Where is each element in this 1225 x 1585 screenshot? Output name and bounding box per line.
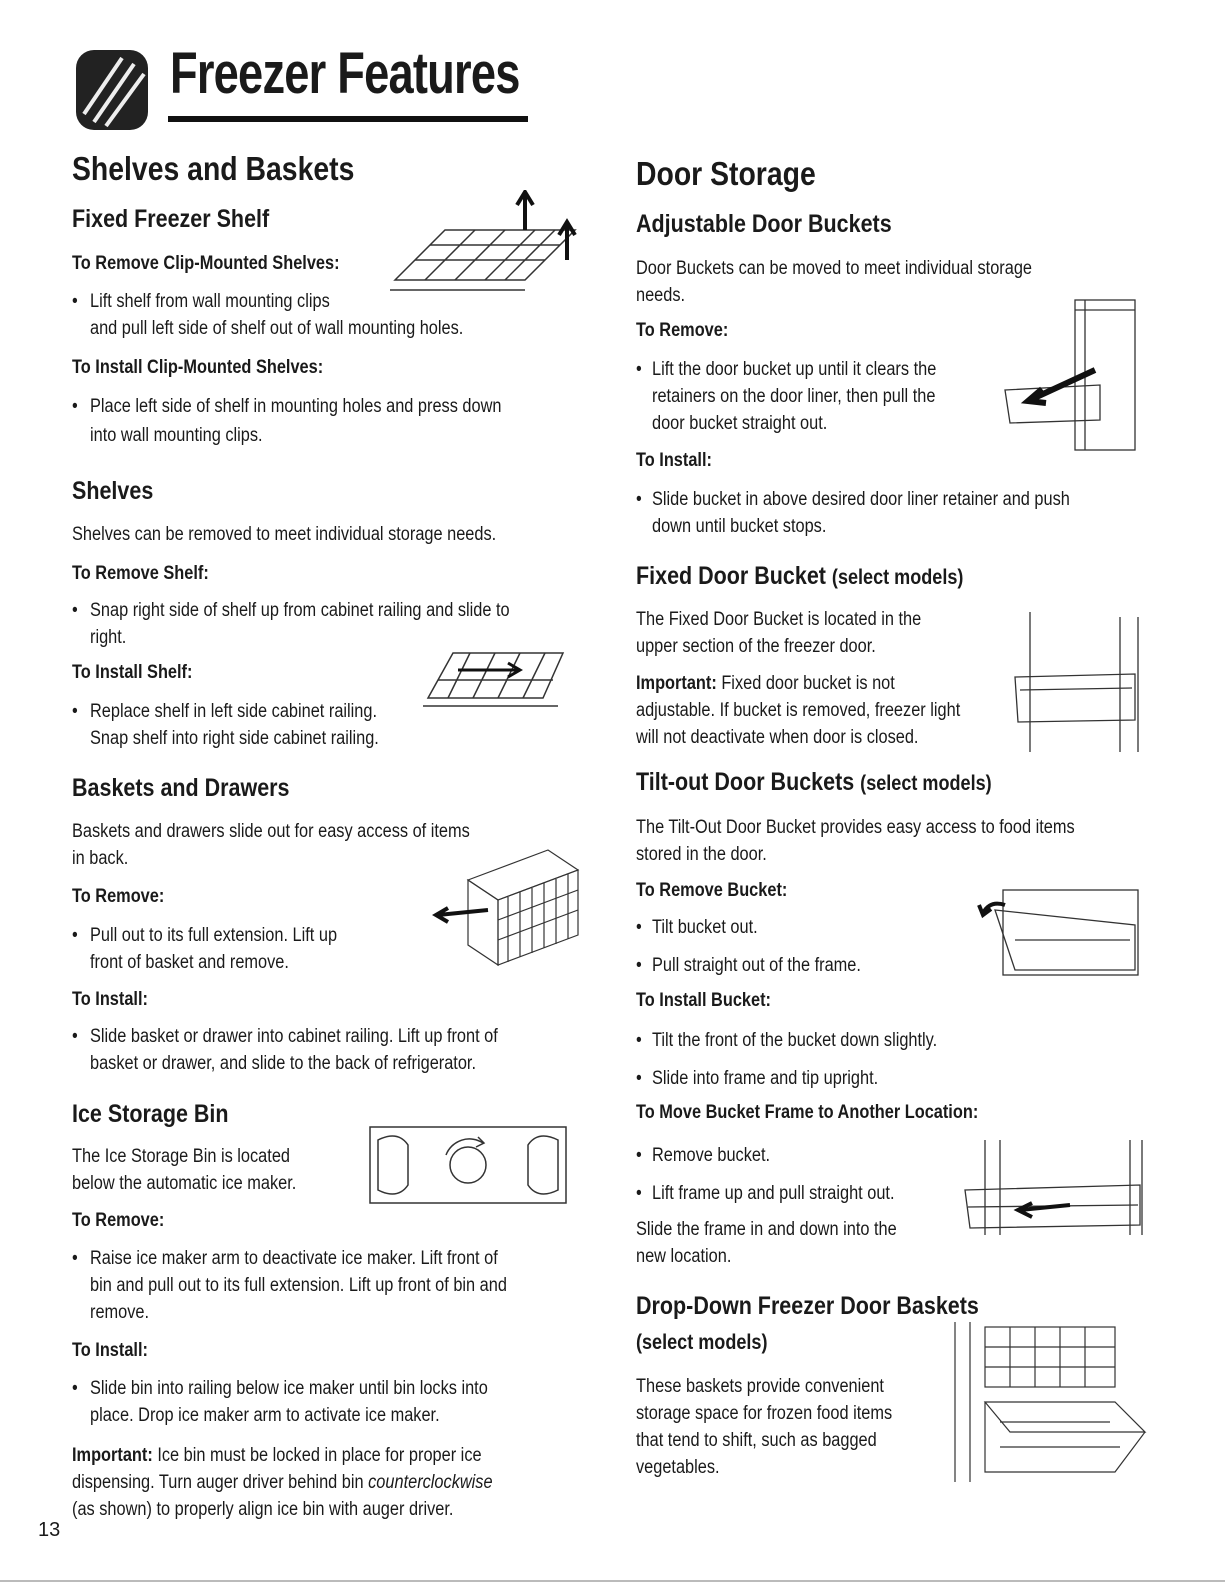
- fixed-bucket-illustration: [1010, 612, 1145, 752]
- text-drop-2: storage space for frozen food items: [636, 1403, 893, 1424]
- text-adj-install-1: Slide bucket in above desired door liner retainer and push: [652, 489, 1070, 510]
- drop-down-basket-illustration: [950, 1322, 1150, 1482]
- page-bottom-border: [0, 1580, 1225, 1582]
- subheading-baskets-drawers: Baskets and Drawers: [72, 774, 290, 802]
- bullet-dot: •: [72, 701, 78, 722]
- bullet-dot: •: [636, 1183, 642, 1204]
- text-adj-remove-2: retainers on the door liner, then pull the: [652, 386, 936, 407]
- text-adj-remove-1: Lift the door bucket up until it clears the: [652, 359, 937, 380]
- text-tilt-move-2: Lift frame up and pull straight out.: [652, 1183, 895, 1204]
- text-tilt-install-2: Slide into frame and tip upright.: [652, 1068, 879, 1089]
- text-ice-install-2: place. Drop ice maker arm to activate ice maker.: [90, 1405, 440, 1426]
- important-label: Important:: [72, 1445, 153, 1466]
- bullet-dot: •: [72, 1026, 78, 1047]
- heading-remove-clip-shelves: To Remove Clip-Mounted Shelves:: [72, 253, 340, 274]
- text-tilt-move-4: new location.: [636, 1246, 732, 1267]
- text-fixed-5: will not deactivate when door is closed.: [636, 727, 919, 748]
- text-ice-important-2-body: dispensing. Turn auger driver behind bin: [72, 1472, 364, 1493]
- section-heading-door-storage: Door Storage: [636, 155, 816, 192]
- text-ice-remove-3: remove.: [90, 1302, 150, 1323]
- bullet-dot: •: [636, 955, 642, 976]
- tilt-out-title: Tilt-out Door Buckets: [636, 768, 855, 796]
- text-remove-shelf-1: Snap right side of shelf up from cabinet railing and slide to: [90, 600, 510, 621]
- text-ice-important-3: (as shown) to properly align ice bin with auger driver.: [72, 1499, 454, 1520]
- text-install-shelf-1: Replace shelf in left side cabinet railing.: [90, 701, 378, 722]
- heading-tilt-install: To Install Bucket:: [636, 990, 771, 1011]
- text-baskets-remove-1: Pull out to its full extension. Lift up: [90, 925, 338, 946]
- bullet-dot: •: [72, 925, 78, 946]
- text-adj-install-2: down until bucket stops.: [652, 516, 827, 537]
- text-ice-important-1: [72, 1442, 482, 1469]
- text-ice-remove-1: Raise ice maker arm to deactivate ice maker. Lift front of: [90, 1248, 498, 1269]
- heading-baskets-remove: To Remove:: [72, 886, 165, 907]
- text-remove-clip-2: and pull left side of shelf out of wall mounting holes.: [90, 318, 464, 339]
- heading-adj-remove: To Remove:: [636, 320, 729, 341]
- tilt-bucket-illustration: [975, 885, 1145, 980]
- bullet-dot: •: [72, 1378, 78, 1399]
- subheading-adjustable-door-buckets: Adjustable Door Buckets: [636, 210, 892, 238]
- heading-tilt-remove: To Remove Bucket:: [636, 880, 788, 901]
- heading-ice-install: To Install:: [72, 1340, 148, 1361]
- text-fixed-3-body: Fixed door bucket is not: [721, 673, 895, 694]
- bullet-dot: •: [636, 489, 642, 510]
- bullet-dot: •: [72, 291, 78, 312]
- heading-baskets-install: To Install:: [72, 989, 148, 1010]
- select-models-note: (select models): [860, 772, 992, 795]
- text-remove-shelf-2: right.: [90, 627, 127, 648]
- fixed-shelf-illustration: [385, 190, 585, 310]
- bullet-dot: •: [72, 600, 78, 621]
- bullet-dot: •: [72, 396, 78, 417]
- subheading-fixed-door-bucket: [636, 562, 963, 591]
- text-tilt-install-1: Tilt the front of the bucket down slightly.: [652, 1030, 938, 1051]
- text-tilt-move-3: Slide the frame in and down into the: [636, 1219, 897, 1240]
- text-adj-intro-1: Door Buckets can be moved to meet individual storage: [636, 258, 1033, 279]
- bullet-dot: •: [636, 359, 642, 380]
- bullet-dot: •: [636, 1068, 642, 1089]
- text-install-clip-2: into wall mounting clips.: [90, 425, 263, 446]
- bucket-frame-illustration: [960, 1135, 1150, 1245]
- text-tilt-remove-2: Pull straight out of the frame.: [652, 955, 861, 976]
- text-fixed-3: [636, 670, 895, 697]
- text-baskets-remove-2: front of basket and remove.: [90, 952, 289, 973]
- bullet-dot: •: [636, 1030, 642, 1051]
- text-baskets-intro-1: Baskets and drawers slide out for easy access of items: [72, 821, 470, 842]
- text-remove-clip-1: Lift shelf from wall mounting clips: [90, 291, 330, 312]
- select-models-note: (select models): [831, 566, 964, 589]
- heading-tilt-move: To Move Bucket Frame to Another Location:: [636, 1102, 979, 1123]
- section-heading-shelves-baskets: Shelves and Baskets: [72, 150, 355, 187]
- bullet-dot: •: [636, 1145, 642, 1166]
- text-ice-important-1-body: Ice bin must be locked in place for proper ice: [157, 1445, 482, 1466]
- important-label: Important:: [636, 673, 717, 694]
- heading-install-clip-shelves: To Install Clip-Mounted Shelves:: [72, 357, 324, 378]
- text-drop-4: vegetables.: [636, 1457, 720, 1478]
- text-ice-intro-2: below the automatic ice maker.: [72, 1173, 297, 1194]
- text-fixed-1: The Fixed Door Bucket is located in the: [636, 609, 922, 630]
- text-install-clip-1: Place left side of shelf in mounting holes and press down: [90, 396, 502, 417]
- heading-install-shelf: To Install Shelf:: [72, 662, 193, 683]
- page-number: 13: [38, 1519, 61, 1541]
- text-fixed-4: adjustable. If bucket is removed, freezer light: [636, 700, 961, 721]
- title-underline: [168, 116, 528, 122]
- text-ice-intro-1: The Ice Storage Bin is located: [72, 1146, 290, 1167]
- text-ice-important-2: [72, 1469, 493, 1496]
- text-fixed-2: upper section of the freezer door.: [636, 636, 876, 657]
- text-baskets-intro-2: in back.: [72, 848, 129, 869]
- subheading-tilt-out-buckets: [636, 768, 992, 797]
- subheading-shelves: Shelves: [72, 477, 154, 505]
- text-drop-3: that tend to shift, such as bagged: [636, 1430, 877, 1451]
- bullet-dot: •: [72, 1248, 78, 1269]
- basket-illustration: [428, 840, 588, 975]
- text-tilt-intro-2: stored in the door.: [636, 844, 767, 865]
- text-drop-1: These baskets provide convenient: [636, 1376, 884, 1397]
- text-install-shelf-2: Snap shelf into right side cabinet railing.: [90, 728, 379, 749]
- text-adj-remove-3: door bucket straight out.: [652, 413, 828, 434]
- text-ice-important-emphasis: counterclockwise: [368, 1472, 493, 1493]
- door-bucket-illustration: [1000, 295, 1140, 455]
- subheading-ice-storage-bin: Ice Storage Bin: [72, 1100, 229, 1128]
- text-tilt-intro-1: The Tilt-Out Door Bucket provides easy access to food items: [636, 817, 1075, 838]
- bullet-dot: •: [636, 917, 642, 938]
- select-models-note: (select models): [636, 1331, 768, 1354]
- shelf-illustration: [418, 628, 568, 723]
- page-title: Freezer Features: [170, 41, 520, 106]
- text-baskets-install-2: basket or drawer, and slide to the back of refrigerator.: [90, 1053, 477, 1074]
- text-tilt-move-1: Remove bucket.: [652, 1145, 771, 1166]
- text-adj-intro-2: needs.: [636, 285, 686, 306]
- text-ice-remove-2: bin and pull out to its full extension. Lift up front of bin and: [90, 1275, 507, 1296]
- text-baskets-install-1: Slide basket or drawer into cabinet railing. Lift up front of: [90, 1026, 498, 1047]
- text-shelves-intro: Shelves can be removed to meet individual storage needs.: [72, 524, 497, 545]
- subheading-drop-down-baskets: Drop-Down Freezer Door Baskets: [636, 1292, 979, 1320]
- heading-remove-shelf: To Remove Shelf:: [72, 563, 209, 584]
- heading-ice-remove: To Remove:: [72, 1210, 165, 1231]
- heading-adj-install: To Install:: [636, 450, 712, 471]
- ice-bin-illustration: [368, 1125, 568, 1205]
- text-tilt-remove-1: Tilt bucket out.: [652, 917, 758, 938]
- fixed-door-bucket-title: Fixed Door Bucket: [636, 562, 826, 590]
- subheading-fixed-freezer-shelf: Fixed Freezer Shelf: [72, 205, 270, 233]
- freezer-shelf-icon: [72, 44, 152, 134]
- text-ice-install-1: Slide bin into railing below ice maker until bin locks into: [90, 1378, 488, 1399]
